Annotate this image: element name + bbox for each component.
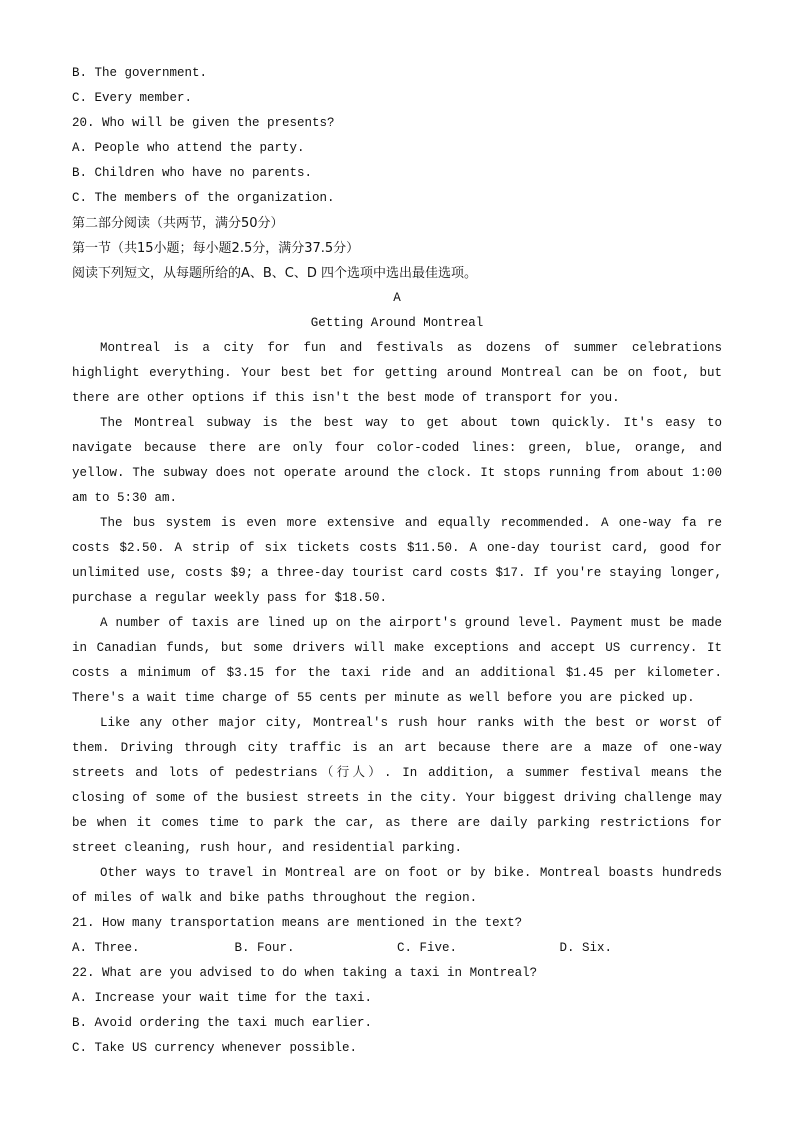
q21-option-b: B. Four. xyxy=(234,941,295,955)
question-20: 20. Who will be given the presents? xyxy=(72,116,335,130)
q20-option-c: C. The members of the organization. xyxy=(72,191,335,205)
question-21: 21. How many transportation means are mentioned in the text? xyxy=(72,916,523,930)
paragraph-1: Montreal is a city for fun and festivals as dozens of summer celebrations highlight everything. Your best bet for getting around Montreal can be on foot, but there are other options if this isn't the best mode of transport for you. xyxy=(72,341,722,405)
q21-options xyxy=(72,936,722,961)
q22-option-a: A. Increase your wait time for the taxi. xyxy=(72,991,373,1005)
option-b-prev: B. The government. xyxy=(72,66,208,80)
question-22: 22. What are you advised to do when taking a taxi in Montreal? xyxy=(72,966,538,980)
q21-option-c: C. Five. xyxy=(397,941,458,955)
paragraph-4: A number of taxis are lined up on the airport's ground level. Payment must be made in Canadian funds, but some drivers will make exceptions and accept US currency. It costs a minimum of $3.15 for the taxi ride and an additional $1.45 per kilometer. There's a wait time charge of 55 cents per minute as well before you are picked up. xyxy=(72,616,722,705)
passage-title: Getting Around Montreal xyxy=(310,316,484,330)
q20-option-b: B. Children who have no parents. xyxy=(72,166,313,180)
q20-option-a: A. People who attend the party. xyxy=(72,141,305,155)
passage-label: A xyxy=(393,291,401,305)
exam-page xyxy=(72,61,722,1061)
q21-option-a: A. Three. xyxy=(72,941,140,955)
q22-option-b: B. Avoid ordering the taxi much earlier. xyxy=(72,1016,373,1030)
paragraph-3: The bus system is even more extensive and equally recommended. A one-way fa re costs $2.50. A strip of six tickets costs $11.50. A one-day tourist card, good for unlimited use, costs $9; a three-day tourist card costs $17. If you're staying longer, purchase a regular weekly pass for $18.50. xyxy=(72,516,722,605)
paragraph-2: The Montreal subway is the best way to get about town quickly. It's easy to navigate because there are only four color-coded lines: green, blue, orange, and yellow. The subway does not operate around the clock. It stops running from about 1:00 am to 5:30 am. xyxy=(72,416,722,505)
paragraph-5: Like any other major city, Montreal's rush hour ranks with the best or worst of them. Driving through city traffic is an art because there are a maze of one-way streets and lots of pedestrians（行人）. In addition, a summer festival means the closing of some of the busiest streets in the city. Your biggest driving challenge may be when it comes time to park the car, as there are daily parking restrictions for street cleaning, rush hour, and residential parking. xyxy=(72,716,722,855)
paragraph-6: Other ways to travel in Montreal are on foot or by bike. Montreal boasts hundreds of miles of walk and bike paths throughout the region. xyxy=(72,866,722,905)
part-title: 第二部分阅读（共两节，满分50分） xyxy=(72,216,284,231)
section-title: 第一节（共15小题；每小题2.5分，满分37.5分） xyxy=(72,241,360,256)
q22-option-c: C. Take US currency whenever possible. xyxy=(72,1041,358,1055)
option-c-prev: C. Every member. xyxy=(72,91,193,105)
q21-option-d: D. Six. xyxy=(559,941,613,955)
instruction: 阅读下列短文，从每题所给的A、B、C、D 四个选项中选出最佳选项。 xyxy=(72,266,478,281)
